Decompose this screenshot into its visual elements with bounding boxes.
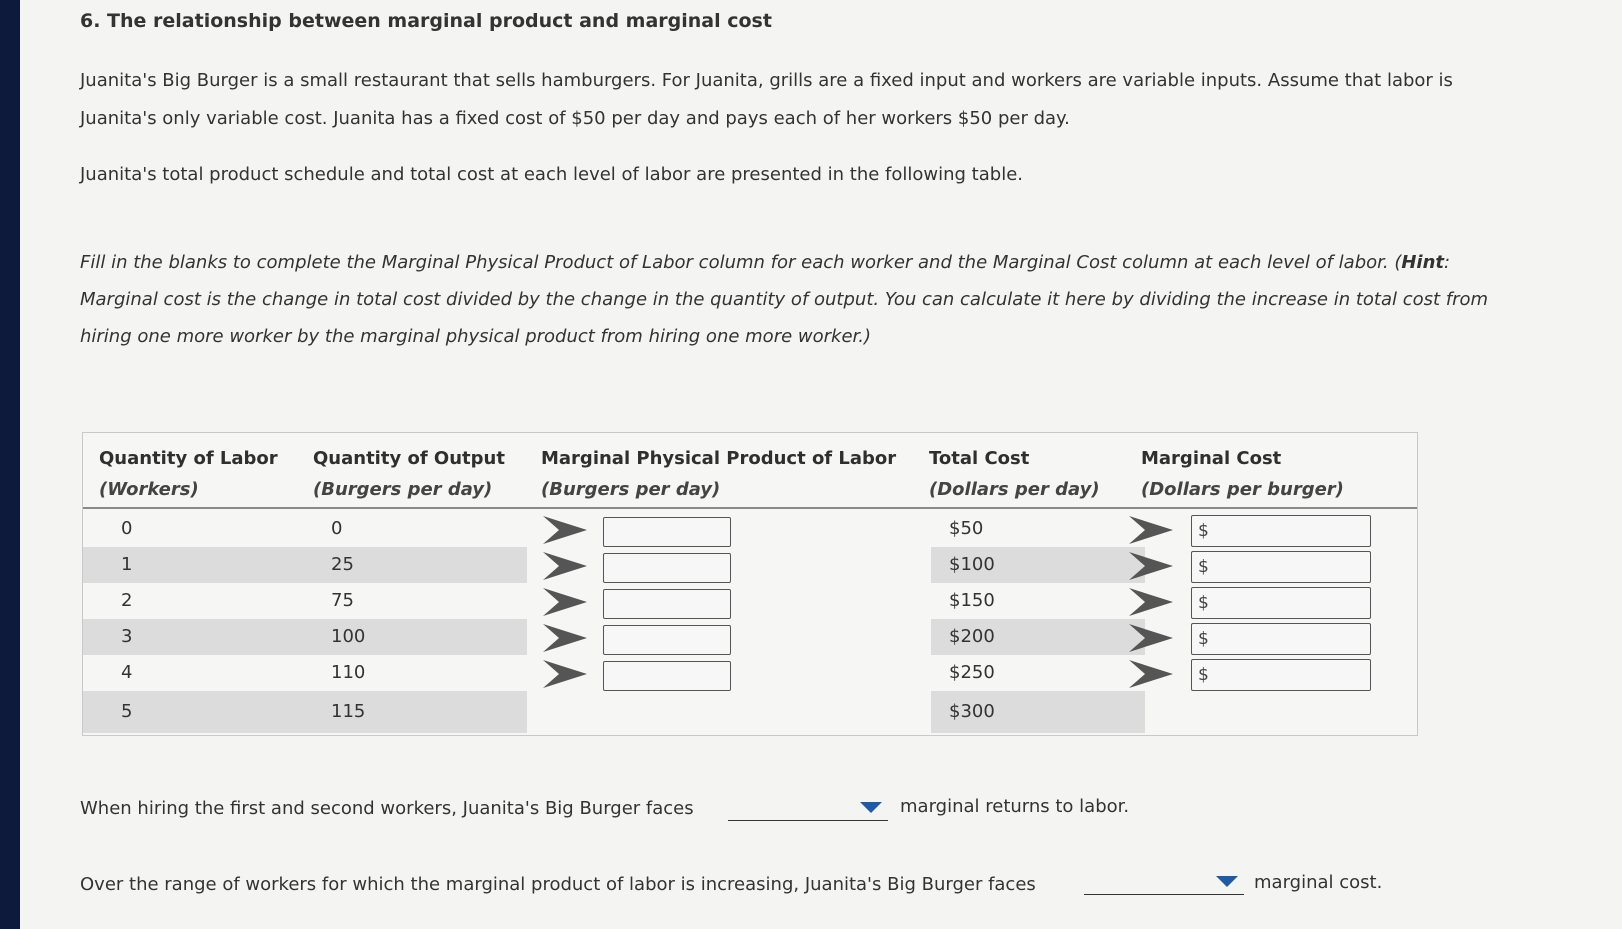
total-cost-cell: $150 xyxy=(949,590,995,611)
total-cost-cell: $50 xyxy=(949,518,984,539)
instructions-paragraph: Fill in the blanks to complete the Marginal Physical Product of Labor column for each worker and the Marginal Cost column at each level of labor. (Hint: Marginal cost is the change in total cost divided by the change in the quantity of output. You can calculate it here by dividing the increase in total cost from hiring one more worker by the marginal physical product from hiring one more worker.) xyxy=(80,252,1489,347)
output-cell: 115 xyxy=(331,701,366,722)
header-divider xyxy=(83,507,1417,509)
chevron-right-icon xyxy=(1127,657,1175,691)
total-cost-cell: $250 xyxy=(949,662,995,683)
dropdown-arrow-icon xyxy=(860,802,882,813)
dollar-prefix: $ xyxy=(1198,629,1209,649)
total-cost-cell: $100 xyxy=(949,554,995,575)
question-2-text: Over the range of workers for which the marginal product of labor is increasing, Juanita's Big Burger faces xyxy=(80,874,1036,895)
dollar-prefix: $ xyxy=(1198,665,1209,685)
labor-cell: 4 xyxy=(121,662,133,683)
dropdown-arrow-icon xyxy=(1216,876,1238,887)
output-cell: 110 xyxy=(331,662,366,683)
mpl-input-2[interactable] xyxy=(603,553,731,583)
mpl-input-4[interactable] xyxy=(603,625,731,655)
returns-dropdown[interactable] xyxy=(728,796,888,821)
header-total-cost xyxy=(929,443,1100,505)
chevron-right-icon xyxy=(541,621,589,655)
marginal-cost-dropdown[interactable] xyxy=(1084,870,1244,895)
labor-cell: 3 xyxy=(121,626,133,647)
labor-cell: 5 xyxy=(121,701,133,722)
marginal-cost-input-4[interactable] xyxy=(1191,623,1371,655)
chevron-right-icon xyxy=(541,585,589,619)
header-mpl xyxy=(541,443,896,505)
header-labor-title: Quantity of Labor xyxy=(99,448,278,469)
header-marginal-cost xyxy=(1141,443,1344,505)
header-total-cost-title: Total Cost xyxy=(929,448,1030,469)
output-cell: 100 xyxy=(331,626,366,647)
row-band xyxy=(83,619,527,655)
chevron-right-icon xyxy=(541,657,589,691)
labor-cell: 2 xyxy=(121,590,133,611)
header-mpl-title: Marginal Physical Product of Labor xyxy=(541,448,897,469)
row-band xyxy=(83,547,527,583)
instructions-text: Fill in the blanks to complete the Marginal Physical Product of Labor column for each worker and the Marginal Cost column at each level of labor. xyxy=(80,252,1389,273)
total-cost-cell: $200 xyxy=(949,626,995,647)
dollar-prefix: $ xyxy=(1198,557,1209,577)
intro-paragraph: Juanita's Big Burger is a small restaurant that sells hamburgers. For Juanita, grills are a fixed input and workers are variable inputs. Assume that labor is Juanita's only variable cost. Juanita has a fixed cost of $50 per day and pays each of her workers $50 per day. xyxy=(80,70,1453,129)
marginal-cost-input-2[interactable] xyxy=(1191,551,1371,583)
chevron-right-icon xyxy=(541,549,589,583)
marginal-cost-input-1[interactable] xyxy=(1191,515,1371,547)
mpl-input-3[interactable] xyxy=(603,589,731,619)
question-2-suffix: marginal cost. xyxy=(1254,872,1383,893)
hint-label: Hint xyxy=(1401,252,1445,273)
table-intro-paragraph: Juanita's total product schedule and total cost at each level of labor are presented in the following table. xyxy=(80,164,1023,185)
mpl-input-1[interactable] xyxy=(603,517,731,547)
output-cell: 25 xyxy=(331,554,354,575)
question-1-suffix: marginal returns to labor. xyxy=(900,796,1130,817)
question-1-text: When hiring the first and second workers, Juanita's Big Burger faces xyxy=(80,798,694,819)
header-labor xyxy=(99,443,278,505)
output-cell: 0 xyxy=(331,518,343,539)
question-title: 6. The relationship between marginal product and marginal cost xyxy=(80,10,772,32)
total-cost-cell: $300 xyxy=(949,701,995,722)
labor-cell: 1 xyxy=(121,554,133,575)
header-labor-sub: (Workers) xyxy=(99,479,199,500)
hint-text: : Marginal cost is the change in total cost divided by the change in the quantity of output. You can calculate it here by dividing the increase in total cost from hiring one more worker by the marginal physical product from hiring one more worker.) xyxy=(80,252,1489,347)
dollar-prefix: $ xyxy=(1198,521,1209,541)
marginal-cost-input-5[interactable] xyxy=(1191,659,1371,691)
chevron-right-icon xyxy=(1127,513,1175,547)
header-output xyxy=(313,443,505,505)
labor-cell: 0 xyxy=(121,518,133,539)
row-band xyxy=(83,691,527,733)
chevron-right-icon xyxy=(1127,585,1175,619)
chevron-right-icon xyxy=(1127,621,1175,655)
header-output-title: Quantity of Output xyxy=(313,448,505,469)
chevron-right-icon xyxy=(1127,549,1175,583)
dollar-prefix: $ xyxy=(1198,593,1209,613)
header-marginal-cost-sub: (Dollars per burger) xyxy=(1141,479,1344,500)
cost-table xyxy=(82,432,1418,736)
header-total-cost-sub: (Dollars per day) xyxy=(929,479,1100,500)
mpl-input-5[interactable] xyxy=(603,661,731,691)
marginal-cost-input-3[interactable] xyxy=(1191,587,1371,619)
question-page xyxy=(20,0,1622,929)
chevron-right-icon xyxy=(541,513,589,547)
header-mpl-sub: (Burgers per day) xyxy=(541,479,721,500)
header-output-sub: (Burgers per day) xyxy=(313,479,493,500)
output-cell: 75 xyxy=(331,590,354,611)
header-marginal-cost-title: Marginal Cost xyxy=(1141,448,1282,469)
